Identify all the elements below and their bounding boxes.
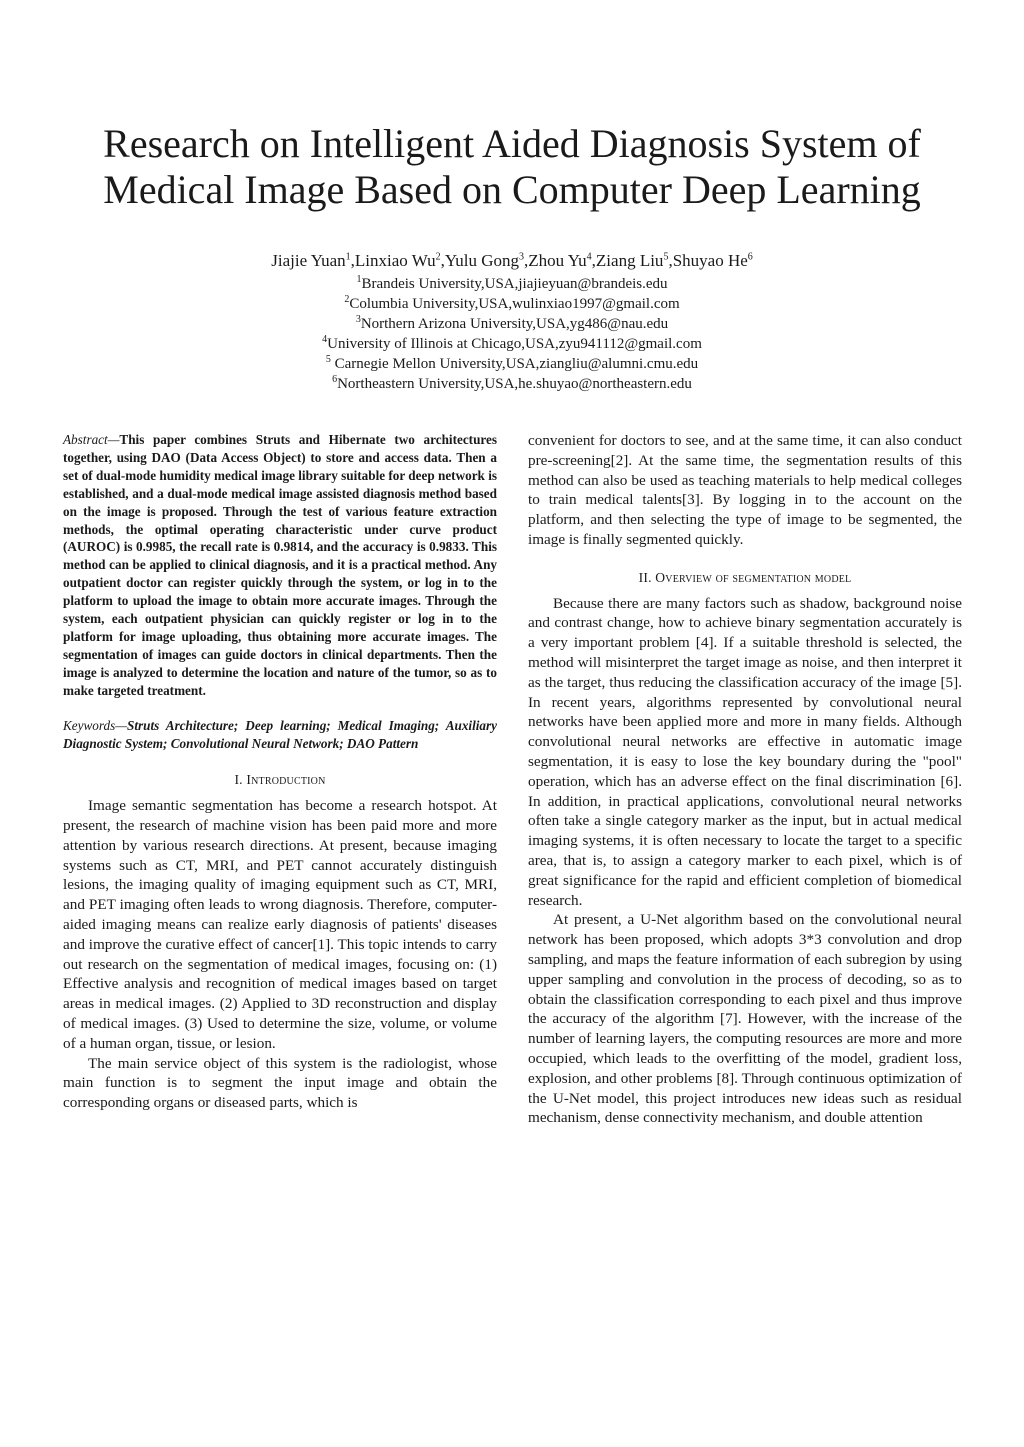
left-column <box>63 431 497 1113</box>
paragraph-continuation: convenient for doctors to see, and at the same time, it can also conduct pre-screening[2]. At the same time, the segmentation results of this method can also be used as teaching materials to help medical colleges to train medical talents[3]. By logging in to the account on the platform, and then selecting the type of image to be segmented, the image is finally segmented quickly. <box>528 432 962 548</box>
author-sup: 3 <box>519 251 525 263</box>
author-name: Shuyao He <box>672 251 748 270</box>
paragraph: At present, a U-Net algorithm based on the convolutional neural network has been proposed, which adopts 3*3 convolution and drop sampling, and maps the feature information of each subregion by using upper sampling and convolution in the process of decoding, so as to obtain the classification corresponding to each pixel and thus improve the accuracy of the algorithm [7]. However, with the increase of the number of learning layers, the computing resources are more and more occupied, which leads to the overfitting of the model, gradient loss, explosion, and other problems [8]. Through continuous optimization of the U-Net model, this project introduces new ideas such as residual mechanism, dense connectivity mechanism, and double attention <box>528 911 962 1127</box>
section-heading-overview: II. Overview of segmentation model <box>638 569 852 585</box>
affiliation-sup: 5 <box>325 354 331 365</box>
author-sup: 1 <box>345 251 351 263</box>
keywords-lead: Keywords— <box>63 717 127 733</box>
abstract-text: This paper combines Struts and Hibernate two architectures together, using DAO (Data Access Object) to store and access data. Then a set of dual-mode humidity medical image library suitable for deep network is established, and a dual-mode medical image assisted diagnosis method based on the image is proposed. Through the test of various feature extraction methods, the optimal operating characteristic under curve product (AUROC) is 0.9985, the recall rate is 0.9814, and the accuracy is 0.9833. This method can be applied to clinical diagnosis, and it is a practical method. Any outpatient doctor can register quickly through the system, or log in to the platform to upload the image to obtain more accurate images. Through the system, each outpatient physician can quickly register or log in to the platform for image uploading, thus obtaining more accurate images. The segmentation of images can guide doctors in clinical departments. Then the image is analyzed to determine the location and nature of the tumor, so as to make targeted treatment. <box>63 432 497 698</box>
section-heading-introduction: I. Introduction <box>234 772 326 788</box>
author-name: Jiajie Yuan <box>271 251 346 270</box>
paragraph: Image semantic segmentation has become a research hotspot. At present, the research of machine vision has been paid more and more attention by various research directions. At present, because imaging systems such as CT, MRI, and PET cannot accurately distinguish lesions, the imaging quality of imaging equipment such as CT, MRI, and PET imaging often leads to wrong diagnosis. Therefore, computer-aided imaging means can realize early diagnosis of patients' diseases and improve the curative effect of cancer[1]. This topic intends to carry out research on the segmentation of medical images, focusing on: (1) Effective analysis and recognition of medical images based on target areas in medical images. (2) Applied to 3D reconstruction and display of medical images. (3) Used to determine the size, volume, or volume of a human organ, tissue, or lesion. <box>63 797 497 1052</box>
affiliation-sup: 3 <box>355 314 361 325</box>
paper-title: Research on Intelligent Aided Diagnosis System of Medical Image Based on Computer Deep Learning <box>103 120 921 212</box>
affiliation-text: Northern Arizona University,USA,yg486@nau.edu <box>360 316 669 332</box>
author-sup: 4 <box>586 251 592 263</box>
affiliation <box>110 294 914 314</box>
affiliation-list <box>110 274 914 394</box>
paragraph: Because there are many factors such as shadow, background noise and contrast change, how to achieve binary segmentation accurately is a very important problem [4]. If a suitable threshold is selected, the method will misinterpret the target image as noise, and then interpret it as the target, thus reducing the classification accuracy of the image [5]. In recent years, algorithms represented by convolutional neural networks have been applied more and more in many fields. Although convolutional neural networks are effective in automatic image segmentation, it is easy to lose the key boundary during the "pool" operation, which has an adverse effect on the final discrimination [6]. In addition, in practical applications, convolutional neural networks often take a single category marker as the input, but in actual medical imaging systems, it is often necessary to locate the target to a specific area, that is, to assign a category marker to each pixel, which is of great significance for the rapid and efficient completion of biomedical research. <box>528 594 962 909</box>
affiliation <box>110 374 914 394</box>
affiliation-sup: 2 <box>344 294 350 305</box>
affiliation <box>110 334 914 354</box>
affiliation-text: Carnegie Mellon University,USA,ziangliu@alumni.cmu.edu <box>330 356 699 372</box>
author-sup: 6 <box>747 251 753 263</box>
author-name: Zhou Yu <box>528 251 587 270</box>
affiliation-text: Northeastern University,USA,he.shuyao@northeastern.edu <box>337 376 692 392</box>
abstract-lead: Abstract— <box>63 432 120 447</box>
affiliation-text: Brandeis University,USA,jiajieyuan@brandeis.edu <box>361 276 668 292</box>
affiliation-sup: 4 <box>322 334 328 345</box>
right-column <box>528 431 962 1128</box>
affiliation <box>110 274 914 294</box>
affiliation <box>110 314 914 334</box>
affiliation <box>110 354 914 374</box>
keywords-text: Struts Architecture; Deep learning; Medical Imaging; Auxiliary Diagnostic System; Convolutional Neural Network; DAO Pattern <box>63 717 497 751</box>
author-name: Linxiao Wu <box>354 251 436 270</box>
paragraph: The main service object of this system is the radiologist, whose main function is to segment the input image and obtain the corresponding organs or diseased parts, which is <box>63 1054 497 1112</box>
affiliation-text: University of Illinois at Chicago,USA,zyu941112@gmail.com <box>327 336 702 352</box>
author-name: Ziang Liu <box>595 251 664 270</box>
affiliation-text: Columbia University,USA,wulinxiao1997@gmail.com <box>349 296 680 312</box>
author-sup: 2 <box>435 251 441 263</box>
author-sup: 5 <box>663 251 669 263</box>
keywords <box>63 717 497 753</box>
author-list: Jiajie Yuan$^1$,Linxiao Wu$^2$,Yulu Gong$^3$,Zhou Yu$^4$,Ziang Liu$^5$,Shuyao He$^6$ <box>271 251 753 270</box>
abstract <box>63 431 497 700</box>
affiliation-sup: 1 <box>356 274 362 285</box>
author-name: Yulu Gong <box>444 251 520 270</box>
affiliation-sup: 6 <box>332 374 338 385</box>
